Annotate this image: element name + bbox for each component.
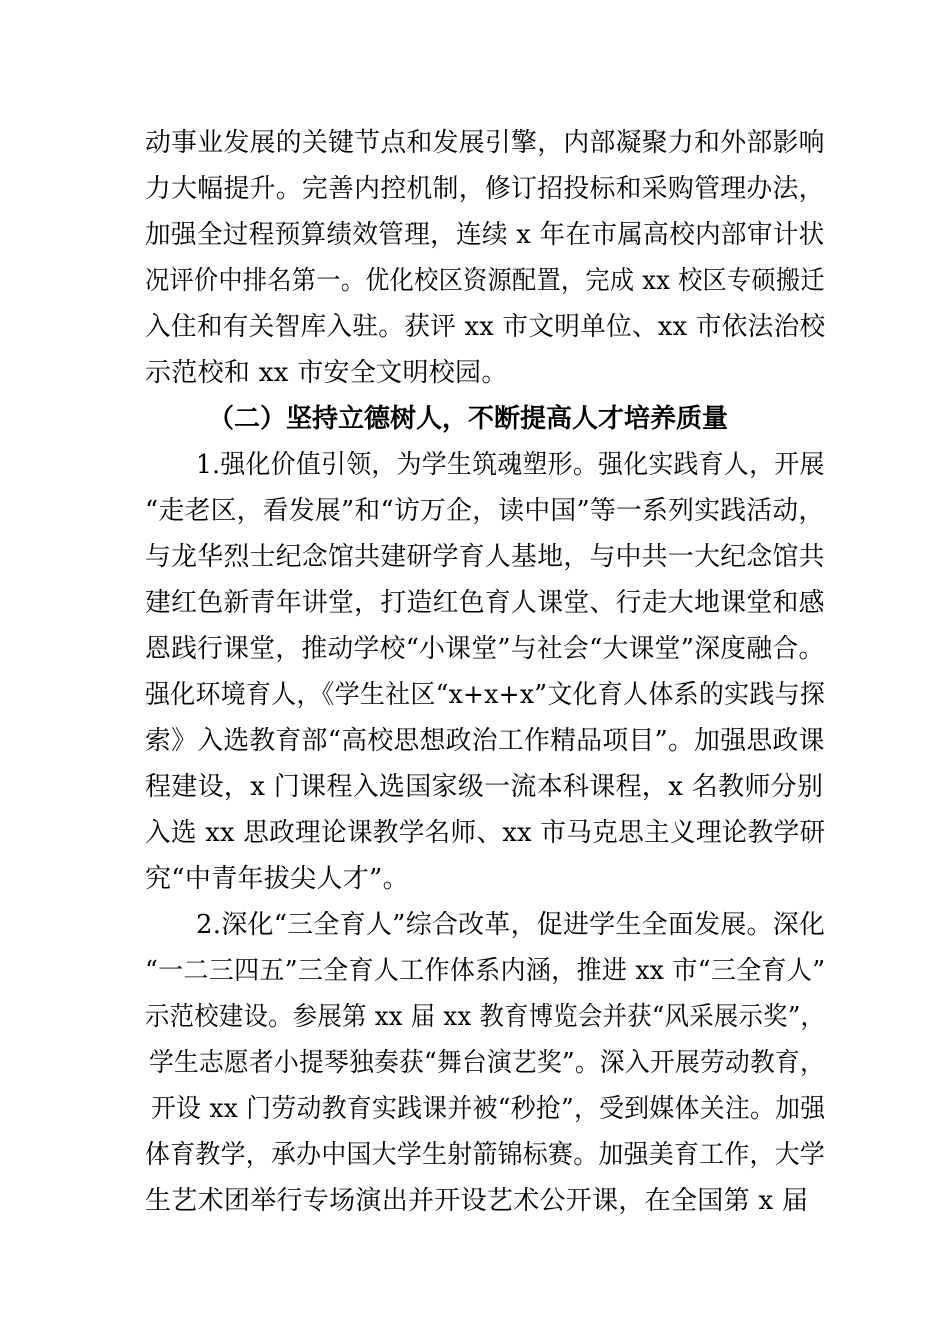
paragraph-line: 开设 xx 门劳动教育实践课并被“秒抢”，受到媒体关注。加强 — [151, 1094, 826, 1124]
paragraph-line: 力大幅提升。完善内控机制，修订招投标和采购管理办法， — [145, 174, 825, 204]
paragraph-line: 加强全过程预算绩效管理，连续 x 年在市属高校内部审计状 — [145, 220, 825, 250]
paragraph-line: 究“中青年拔尖人才”。 — [145, 864, 409, 894]
paragraph-line: 恩践行课堂，推动学校“小课堂”与社会“大课堂”深度融合。 — [145, 634, 825, 664]
paragraph-line: 与龙华烈士纪念馆共建研学育人基地，与中共一大纪念馆共 — [145, 542, 825, 572]
section-heading: （二）坚持立德树人，不断提高人才培养质量 — [208, 404, 729, 434]
paragraph-line: 体育教学，承办中国大学生射箭锦标赛。加强美育工作，大学 — [145, 1140, 826, 1170]
paragraph-line: 入住和有关智库入驻。获评 xx 市文明单位、xx 市依法治校 — [145, 312, 826, 342]
paragraph-line: 建红色新青年讲堂，打造红色育人课堂、行走大地课堂和感 — [145, 588, 825, 618]
paragraph-line: 索》入选教育部“高校思想政治工作精品项目”。加强思政课 — [145, 726, 825, 756]
paragraph-line: “走老区，看发展”和“访万企，读中国”等一系列实践活动， — [145, 496, 825, 526]
paragraph-line: 程建设，x 门课程入选国家级一流本科课程，x 名教师分别 — [145, 772, 824, 802]
paragraph-line: 生艺术团举行专场演出并开设艺术公开课，在全国第 x 届 — [145, 1186, 809, 1216]
paragraph-line: 1.强化价值引领，为学生筑魂塑形。强化实践育人，开展 — [196, 450, 825, 480]
paragraph-line: 学生志愿者小提琴独奏获“舞台演艺奖”。深入开展劳动教育， — [149, 1048, 825, 1078]
paragraph-line: 强化环境育人，《学生社区“x+x+x”文化育人体系的实践与探 — [145, 680, 826, 710]
paragraph-line: 入选 xx 思政理论课教学名师、xx 市马克思主义理论教学研 — [145, 818, 826, 848]
paragraph-line: 2.深化“三全育人”综合改革，促进学生全面发展。深化 — [196, 910, 826, 940]
paragraph-line: 况评价中排名第一。优化校区资源配置，完成 xx 校区专硕搬迁 — [145, 266, 825, 296]
paragraph-line: 动事业发展的关键节点和发展引擎，内部凝聚力和外部影响 — [145, 128, 825, 158]
paragraph-line: “一二三四五”三全育人工作体系内涵，推进 xx 市“三全育人” — [145, 956, 826, 986]
paragraph-line: 示范校建设。参展第 xx 届 xx 教育博览会并获“风采展示奖”， — [145, 1002, 826, 1032]
paragraph-line: 示范校和 xx 市安全文明校园。 — [145, 358, 508, 388]
